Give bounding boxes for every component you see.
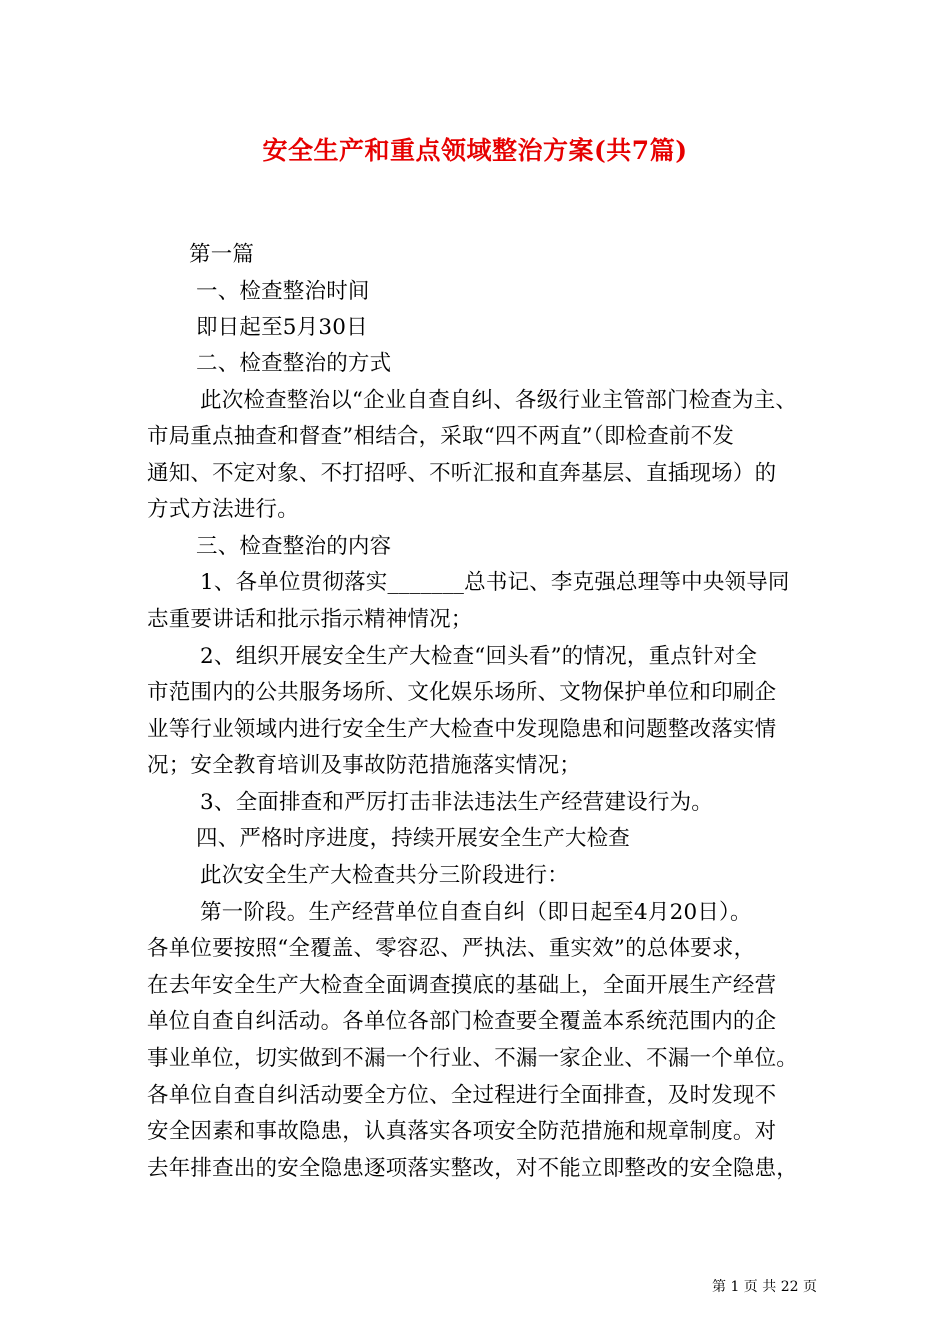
paragraph-line: 在去年安全生产大检查全面调查摸底的基础上，全面开展生产经营 <box>147 973 777 998</box>
paragraph-line: 3、全面排查和严厉打击非法违法生产经营建设行为。 <box>200 790 713 815</box>
paragraph-line: 单位自查自纠活动。各单位各部门检查要全覆盖本系统范围内的企 <box>147 1009 777 1034</box>
paragraph-line: 业等行业领域内进行安全生产大检查中发现隐患和问题整改落实情 <box>147 717 777 742</box>
paragraph-line: 各单位要按照“全覆盖、零容忍、严执法、重实效”的总体要求， <box>147 936 756 961</box>
section-heading: 一、检查整治时间 <box>196 279 370 304</box>
paragraph-line: 即日起至5月30日 <box>196 315 368 340</box>
section-heading: 二、检查整治的方式 <box>196 351 392 376</box>
paragraph-line: 2、组织开展安全生产大检查“回头看”的情况，重点针对全 <box>200 644 758 669</box>
section-heading-first-part: 第一篇 <box>189 242 255 267</box>
section-heading: 四、严格时序进度，持续开展安全生产大检查 <box>196 826 631 851</box>
paragraph-line: 方式方法进行。 <box>147 497 299 522</box>
paragraph-line: 志重要讲话和批示指示精神情况； <box>147 607 473 632</box>
paragraph-line: 通知、不定对象、不打招呼、不听汇报和直奔基层、直插现场）的 <box>147 461 777 486</box>
paragraph-line: 安全因素和事故隐患，认真落实各项安全防范措施和规章制度。对 <box>147 1119 777 1144</box>
paragraph-line: 事业单位，切实做到不漏一个行业、不漏一家企业、不漏一个单位。 <box>147 1046 799 1071</box>
page-number-footer: 第 1 页 共 22 页 <box>712 1279 817 1295</box>
section-heading: 三、检查整治的内容 <box>196 534 392 559</box>
paragraph-line: 市范围内的公共服务场所、文化娱乐场所、文物保护单位和印刷企 <box>147 680 777 705</box>
paragraph-line: 1、各单位贯彻落实_______总书记、李克强总理等中央领导同 <box>200 570 790 595</box>
paragraph-line: 此次检查整治以“企业自查自纠、各级行业主管部门检查为主、 <box>200 388 798 413</box>
paragraph-line: 况；安全教育培训及事故防范措施落实情况； <box>147 753 582 778</box>
document-title: 安全生产和重点领域整治方案(共7篇) <box>262 136 688 165</box>
paragraph-line: 此次安全生产大检查共分三阶段进行： <box>200 863 569 888</box>
paragraph-line: 各单位自查自纠活动要全方位、全过程进行全面排查，及时发现不 <box>147 1083 777 1108</box>
paragraph-line: 市局重点抽查和督查”相结合，采取“四不两直”（即检查前不发 <box>147 424 735 449</box>
paragraph-line: 去年排查出的安全隐患逐项落实整改，对不能立即整改的安全隐患， <box>147 1156 799 1181</box>
paragraph-line: 第一阶段。生产经营单位自查自纠（即日起至4月20日）。 <box>200 900 752 925</box>
